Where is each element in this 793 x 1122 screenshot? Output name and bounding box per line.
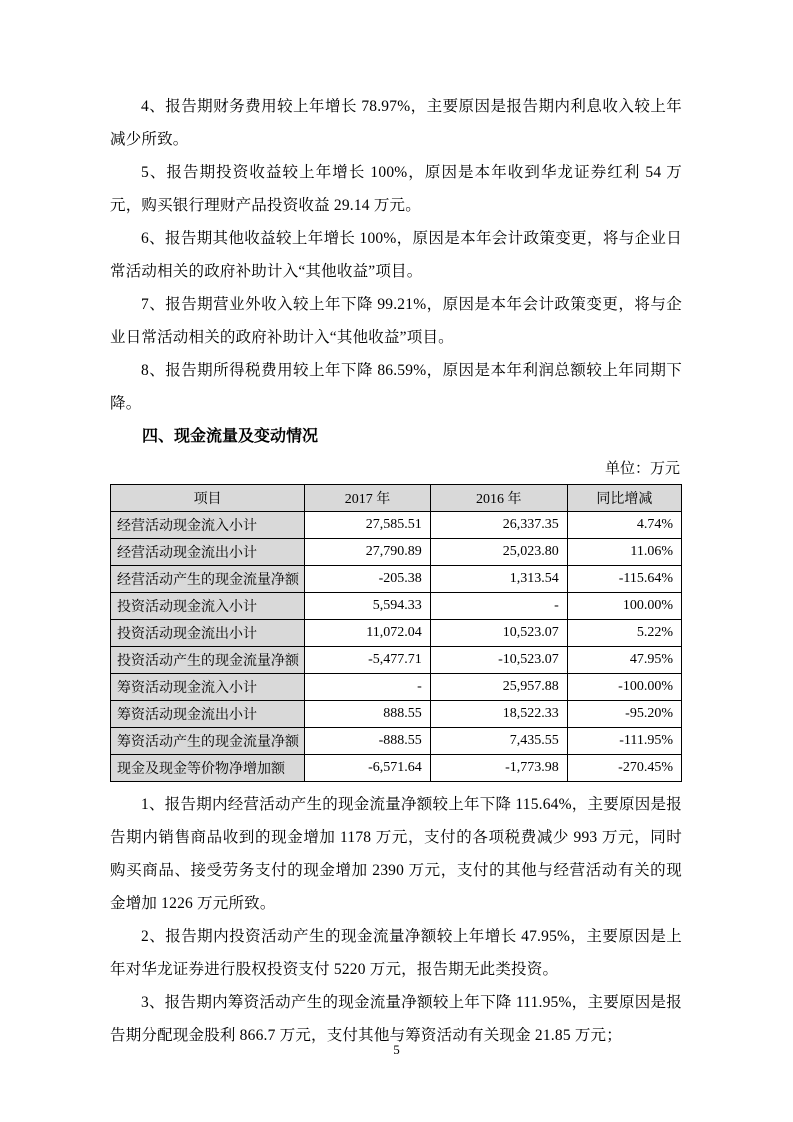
value-cell: 25,023.80	[430, 539, 567, 566]
value-cell: 4.74%	[567, 512, 681, 539]
row-label-cell: 投资活动产生的现金流量净额	[111, 647, 305, 674]
table-header-2017: 2017 年	[305, 485, 431, 512]
value-cell: -115.64%	[567, 566, 681, 593]
value-cell: -6,571.64	[305, 755, 431, 782]
paragraph-other-income: 6、报告期其他收益较上年增长 100%，原因是本年会计政策变更，将与企业日常活动相关的政府补助计入“其他收益”项目。	[110, 230, 682, 280]
value-cell: 25,957.88	[430, 674, 567, 701]
table-row	[111, 620, 682, 647]
value-cell: -100.00%	[567, 674, 681, 701]
paragraph-operating-analysis: 1、报告期内经营活动产生的现金流量净额较上年下降 115.64%，主要原因是报告期内销售商品收到的现金增加 1178 万元，支付的各项税费减少 993 万元，同时购买商品、接受劳务支付的现金增加 2390 万元，支付的其他与经营活动有关的现金增加 1226 万元所致。	[110, 796, 682, 912]
value-cell: -888.55	[305, 728, 431, 755]
table-row	[111, 674, 682, 701]
paragraph-investment-income: 5、报告期投资收益较上年增长 100%，原因是本年收到华龙证券红利 54 万元，购买银行理财产品投资收益 29.14 万元。	[110, 164, 682, 214]
paragraph-nonoperating-income: 7、报告期营业外收入较上年下降 99.21%，原因是本年会计政策变更，将与企业日常活动相关的政府补助计入“其他收益”项目。	[110, 296, 682, 346]
row-label-cell: 现金及现金等价物净增加额	[111, 755, 305, 782]
page-content	[110, 90, 682, 1052]
row-label-cell: 经营活动现金流出小计	[111, 539, 305, 566]
table-row	[111, 593, 682, 620]
section-heading: 四、现金流量及变动情况	[142, 428, 319, 445]
row-label-cell: 筹资活动现金流入小计	[111, 674, 305, 701]
table-header-2016: 2016 年	[430, 485, 567, 512]
table-row	[111, 728, 682, 755]
row-label-cell: 筹资活动现金流出小计	[111, 701, 305, 728]
value-cell: -205.38	[305, 566, 431, 593]
value-cell: 11.06%	[567, 539, 681, 566]
paragraph-investing-analysis: 2、报告期内投资活动产生的现金流量净额较上年增长 47.95%，主要原因是上年对华龙证券进行股权投资支付 5220 万元，报告期无此类投资。	[110, 928, 682, 978]
value-cell: -	[305, 674, 431, 701]
value-cell: 5.22%	[567, 620, 681, 647]
table-header-item: 项目	[111, 485, 305, 512]
value-cell: 888.55	[305, 701, 431, 728]
value-cell: -10,523.07	[430, 647, 567, 674]
value-cell: 10,523.07	[430, 620, 567, 647]
unit-label: 单位：万元	[604, 461, 680, 477]
value-cell: -111.95%	[567, 728, 681, 755]
value-cell: 47.95%	[567, 647, 681, 674]
value-cell: 1,313.54	[430, 566, 567, 593]
row-label-cell: 投资活动现金流入小计	[111, 593, 305, 620]
row-label-cell: 经营活动产生的现金流量净额	[111, 566, 305, 593]
value-cell: 5,594.33	[305, 593, 431, 620]
table-row	[111, 647, 682, 674]
value-cell: -	[430, 593, 567, 620]
paragraph-income-tax: 8、报告期所得税费用较上年下降 86.59%，原因是本年利润总额较上年同期下降。	[110, 362, 682, 412]
value-cell: 100.00%	[567, 593, 681, 620]
value-cell: 26,337.35	[430, 512, 567, 539]
table-row	[111, 512, 682, 539]
value-cell: 7,435.55	[430, 728, 567, 755]
value-cell: -95.20%	[567, 701, 681, 728]
page-number: 5	[393, 1042, 400, 1057]
table-row	[111, 701, 682, 728]
value-cell: -1,773.98	[430, 755, 567, 782]
value-cell: -270.45%	[567, 755, 681, 782]
cash-flow-table	[110, 484, 682, 782]
table-header-row	[111, 485, 682, 512]
row-label-cell: 投资活动现金流出小计	[111, 620, 305, 647]
paragraph-finance-expense: 4、报告期财务费用较上年增长 78.97%，主要原因是报告期内利息收入较上年减少所致。	[110, 98, 682, 148]
paragraph-financing-analysis: 3、报告期内筹资活动产生的现金流量净额较上年下降 111.95%，主要原因是报告期分配现金股利 866.7 万元，支付其他与筹资活动有关现金 21.85 万元；	[110, 994, 682, 1044]
value-cell: 27,790.89	[305, 539, 431, 566]
value-cell: 27,585.51	[305, 512, 431, 539]
value-cell: 11,072.04	[305, 620, 431, 647]
row-label-cell: 经营活动现金流入小计	[111, 512, 305, 539]
table-header-change: 同比增减	[567, 485, 681, 512]
value-cell: -5,477.71	[305, 647, 431, 674]
row-label-cell: 筹资活动产生的现金流量净额	[111, 728, 305, 755]
table-row	[111, 539, 682, 566]
table-row	[111, 755, 682, 782]
value-cell: 18,522.33	[430, 701, 567, 728]
table-row	[111, 566, 682, 593]
